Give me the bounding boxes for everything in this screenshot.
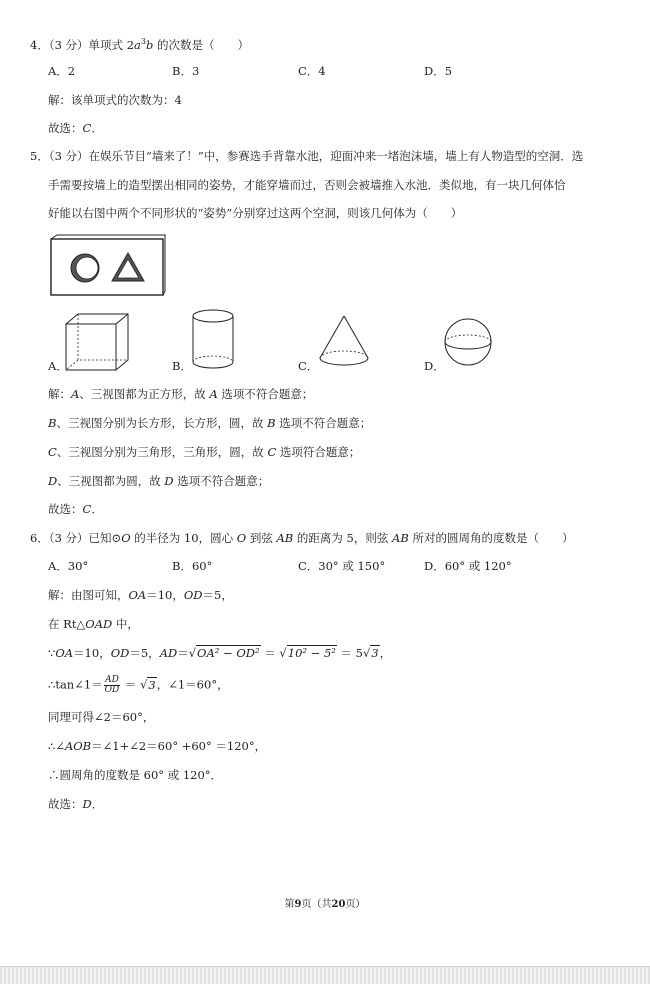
q6-solution-7: ∴圆周角的度数是 60° 或 120°． (48, 768, 223, 782)
cylinder-top (193, 310, 233, 322)
q5-answer-post: ． (91, 502, 103, 516)
q5-sol-c-mid: 、三视图分别为三角形，三角形，圆，故 (56, 445, 268, 459)
q4-answer-post: ． (91, 121, 103, 135)
q5-sol-c-letter: C (48, 445, 57, 459)
q5-sol-d-post: 选项不符合题意； (173, 474, 270, 488)
q6-sol4-pre: ∴tan∠1＝ (48, 677, 103, 692)
q6-option-a: A．30° (48, 559, 89, 573)
cube-front (66, 324, 116, 370)
sphere-equator-front (445, 342, 491, 349)
cone-base-back (320, 351, 368, 358)
q5-sol-a-post: 选项不符合题意； (217, 387, 314, 401)
q5-solution-c (48, 444, 360, 460)
q6-sol3-rad1: OA² − OD² (197, 646, 260, 660)
cone-icon (316, 314, 372, 370)
q5-sol-b-mid: 、三视图分别为长方形，长方形，圆，故 (56, 416, 268, 430)
q6-option-c: C．30° 或 150° (298, 559, 386, 573)
cylinder-bottom-front (193, 362, 233, 368)
cone-left (320, 316, 344, 358)
q4-solution: 解：该单项式的次数为：4 (48, 93, 182, 107)
wall-figure (48, 234, 166, 298)
cylinder-bottom-back (193, 356, 233, 362)
cylinder-icon (188, 306, 238, 372)
q5-option-b-label: B． (172, 359, 192, 373)
q4-answer-pre: 故选： (48, 121, 83, 135)
q6-sol6-aob: AOB (64, 739, 92, 753)
q6-sol1-oa: OA (128, 588, 147, 602)
q6-var-o: O (121, 531, 131, 545)
q4-option-d: D．5 (424, 64, 453, 78)
q6-sol4-num: AD (105, 675, 119, 685)
q5-sol-a-mid: 、三视图都为正方形，故 (79, 387, 210, 401)
footer-page-number: 9 (294, 899, 302, 910)
q6-answer-letter: D (82, 797, 92, 811)
q6-answer-post: ． (91, 797, 104, 811)
q5-solution-a (48, 386, 313, 402)
q5-stem-line1: 5．（3 分）在娱乐节目“墙来了！”中，参赛选手背靠水池，迎面冲来一堵泡沫墙，墙上有人物造型的空洞．选 (30, 149, 584, 163)
q5-stem-line3: 好能以右图中两个不同形状的“姿势”分别穿过这两个空洞，则该几何体为（ ） (48, 206, 463, 220)
q6-solution-6 (48, 738, 266, 754)
q4-answer (48, 120, 103, 136)
q4-stem-pre: 4．（3 分）单项式 2 (30, 37, 135, 52)
q5-sol-d-letter: D (48, 474, 58, 488)
q5-sol-c-post: 选项符合题意； (276, 445, 361, 459)
footer-mid: 页（共 (301, 899, 332, 910)
sphere-icon (442, 316, 494, 368)
q4-exp: 3 (140, 37, 146, 46)
page-footer (0, 895, 650, 910)
q5-answer-letter: C (82, 502, 92, 516)
q6-answer-pre: 故选： (48, 797, 83, 811)
q5-sol-d-letter2: D (164, 474, 174, 488)
q4-var-b: b (145, 37, 154, 52)
q6-sol1-pre: 解：由图可知， (48, 588, 129, 602)
q6-stem-pre: 6．（3 分）已知⊙ (30, 531, 122, 545)
q6-sol3-oa: OA (55, 646, 74, 660)
q4-option-b: B．3 (172, 64, 200, 78)
q6-sol6-post: ＝∠1+∠2＝60° +60° ＝120°， (91, 739, 267, 753)
q6-option-d: D．60° 或 120° (424, 559, 512, 573)
sphere-equator-back (445, 335, 491, 342)
footer-post: 页） (345, 899, 366, 910)
q6-sol3-b: ＝5， (129, 646, 160, 660)
q6-stem-mid2: 到弦 (246, 531, 277, 545)
q5-option-c-label: C． (298, 359, 319, 373)
q6-sol3-end: ， (379, 646, 392, 660)
q6-sol3-rad3: 3 (371, 646, 379, 660)
q6-sol3-eq: ＝√ (177, 646, 197, 660)
q6-sol2-tri: OAD (85, 617, 113, 631)
q6-sol4-rad: 3 (148, 677, 156, 692)
q6-solution-5: 同理可得∠2＝60°， (48, 710, 155, 724)
q6-sol2-pre: 在 Rt△ (48, 617, 86, 631)
q4-var-a: a (134, 37, 141, 52)
q6-sol3-pre: ∵ (48, 646, 56, 660)
q6-sol1-mid: ＝10， (146, 588, 184, 602)
q5-option-d-label: D． (424, 359, 445, 373)
q6-stem (30, 530, 573, 546)
q6-solution-3 (48, 645, 391, 661)
cube-hidden-edge (66, 360, 78, 370)
q5-answer-pre: 故选： (48, 502, 83, 516)
cube-edge (116, 314, 128, 324)
footer-pre: 第 (284, 899, 295, 910)
q6-sol6-pre: ∴∠ (48, 739, 65, 753)
q5-answer (48, 501, 103, 517)
footer-total-pages: 20 (331, 899, 346, 910)
q5-solution-d (48, 473, 269, 489)
q6-var-o2: O (236, 531, 247, 545)
cone-base-front (320, 358, 368, 365)
q5-sol-a-letter2: A (209, 387, 218, 401)
q6-solution-1 (48, 587, 233, 603)
q5-sol-c-letter2: C (267, 445, 277, 459)
q6-sol2-post: 中， (112, 617, 139, 631)
q5-sol-a-pre: 解： (48, 387, 71, 401)
q5-option-a-label: A． (48, 359, 68, 373)
q6-sol3-eq3: ＝ 5√ (336, 646, 371, 660)
q4-stem-post: 的次数是（ ） (153, 37, 249, 52)
q6-option-b: B．60° (172, 559, 213, 573)
cube-icon (62, 312, 132, 374)
q6-sol4-den: OD (104, 685, 120, 695)
q5-solution-b (48, 415, 371, 431)
q4-answer-letter: C (82, 121, 92, 135)
q6-var-ab: AB (276, 531, 294, 545)
q4-stem (30, 34, 249, 53)
q5-sol-d-mid: 、三视图都为圆，故 (57, 474, 165, 488)
q6-stem-mid1: 的半径为 10，圆心 (130, 531, 237, 545)
q6-sol4-fraction (104, 676, 121, 695)
circle-hole-inner (76, 257, 98, 279)
q5-sol-b-post: 选项不符合题意； (275, 416, 372, 430)
q6-solution-2 (48, 616, 139, 632)
wall-front (51, 239, 163, 295)
q6-sol4-eq: ＝ √ (121, 677, 148, 692)
q6-sol3-rad2: 10² − 5² (287, 646, 336, 660)
q6-sol3-od: OD (110, 646, 130, 660)
q5-sol-b-letter2: B (267, 416, 276, 430)
q6-sol4-post: ，∠1＝60°， (156, 677, 229, 692)
q6-stem-post: 所对的圆周角的度数是（ ） (408, 531, 574, 545)
q5-sol-b-letter: B (48, 416, 57, 430)
q6-var-ab2: AB (392, 531, 409, 545)
q6-sol3-ad: AD (159, 646, 178, 660)
q6-stem-mid3: 的距离为 5，则弦 (293, 531, 393, 545)
q5-stem-line2: 手需要按墙上的造型摆出相同的姿势，才能穿墙而过，否则会被墙推入水池．类似地，有一块几何体恰 (48, 178, 566, 192)
sphere-outline (445, 319, 491, 365)
q6-sol1-od: OD (183, 588, 203, 602)
q5-sol-a-letter: A (71, 387, 80, 401)
q4-option-a: A．2 (48, 64, 76, 78)
q6-answer (48, 796, 103, 812)
page-scroll-strip (0, 966, 650, 984)
q6-solution-4 (48, 676, 229, 695)
q6-sol1-post: ＝5， (202, 588, 233, 602)
q4-option-c: C．4 (298, 64, 326, 78)
q6-sol3-eq2: ＝ √ (260, 646, 287, 660)
q6-sol3-a: ＝10， (73, 646, 111, 660)
